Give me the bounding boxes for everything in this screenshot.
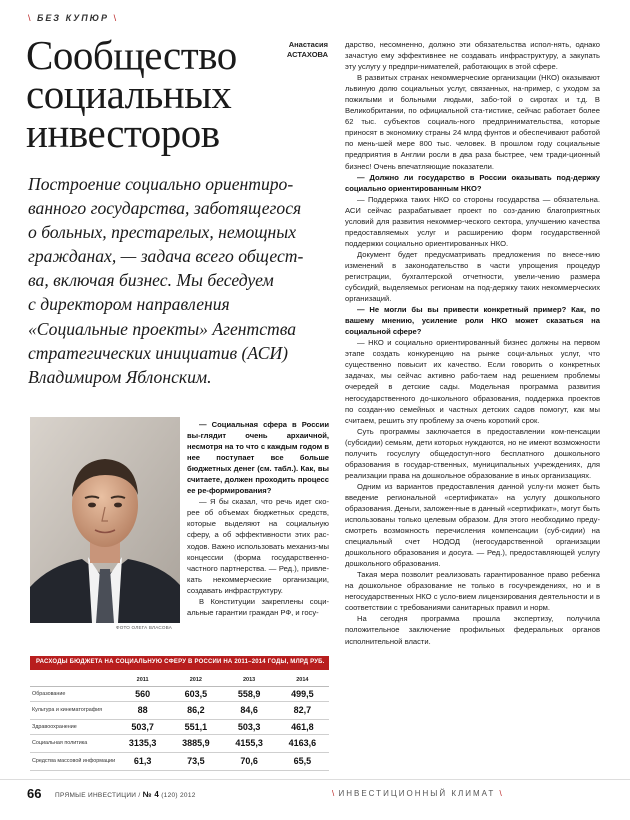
text-column-left xyxy=(187,419,329,618)
question-paragraph: — Не могли бы вы привести конкретный пример? Как, по вашему мнению, усиление роли НКО может сказаться на социальной сфере? xyxy=(345,305,600,337)
table-row xyxy=(30,734,329,752)
table-cell: 86,2 xyxy=(169,701,222,719)
portrait-illustration xyxy=(30,417,180,623)
table-cell: 503,7 xyxy=(116,719,169,734)
title-line-2: социальных xyxy=(26,71,232,117)
body-paragraph: Документ будет предусматривать предложения по внесе-нию изменений в законодательство в части упрощения процедур регистрации, бухгалтерской отчетности, увели-чению размера субсидий, выделяемых регионам на под-держку таких некоммерческих организаций. xyxy=(345,249,600,304)
lead-line: ва, включая бизнес. Мы беседуем xyxy=(28,270,274,291)
section-label xyxy=(332,789,502,798)
table-cell: 61,3 xyxy=(116,752,169,770)
magazine-title: ПРЯМЫЕ ИНВЕСТИЦИИ / xyxy=(55,792,143,799)
title-line-3: инвесторов xyxy=(26,110,220,156)
row-label: Социальная политика xyxy=(30,734,116,752)
answer-paragraph: — Я бы сказал, что речь идет ско-рее об объемах бюджетных средств, которые выделяют на социальную сферу, а об эффективности этих рас-ходов. Важно использовать механиз-мы концессии (форма государственно-частного партнерства. — Ред.), привле-кать некоммерческие организации, создавать инфраструктуру. xyxy=(187,497,329,595)
body-paragraph: Одним из вариантов предоставления данной услу-ги может быть введение региональной «сертификата» на услугу дошкольного образования. Деньги, заложен-ные в данный «сертификат», могут быть использованы только целевым образом. Для этого необходимо преду-смотреть возможность перечисления компенсации (суб-сидии) на специальный счет НОДОД (негосударственной организации дошкольного образования и досуга. — Ред.), предоставляющей услугу дошкольного образования. xyxy=(345,481,600,569)
table-cell: 82,7 xyxy=(276,701,329,719)
lead-paragraph xyxy=(28,172,328,389)
answer-paragraph: — Поддержка таких НКО со стороны государства — обязательна. АСИ сейчас разрабатывает проект по соз-данию благоприятных условий для развития некоммер-ческого сектора, улучшению качества предоставляемых услуг и расширению форм государственной поддержки социально ориентированных НКО. xyxy=(345,194,600,248)
table-cell: 603,5 xyxy=(169,686,222,701)
issue-number: № 4 xyxy=(142,790,160,799)
magazine-name xyxy=(55,790,196,799)
page-number: 66 xyxy=(27,786,42,801)
table-cell: 560 xyxy=(116,686,169,701)
table-cell: 558,9 xyxy=(223,686,276,701)
portrait-photo xyxy=(30,417,180,623)
body-paragraph: Суть программы заключается в предоставлении ком-пенсации (субсидии) семьям, дети которых нуждаются, но не имеют возможности получить госуслугу общедоступ-ного бесплатного дошкольного образования в государ-ственных, муниципальных учреждениях, для реализации права на дошкольное образование в иных организациях. xyxy=(345,426,600,480)
issue-details: (120) 2012 xyxy=(159,792,196,799)
table-title: РАСХОДЫ БЮДЖЕТА НА СОЦИАЛЬНУЮ СФЕРУ В РОССИИ НА 2011–2014 ГОДЫ, МЛРД РУБ. xyxy=(30,656,329,670)
lead-line: о больных, престарелых, немощных xyxy=(28,222,297,243)
lead-line: «Социальные проекты» Агентства xyxy=(28,318,297,339)
table-cell: 499,5 xyxy=(276,686,329,701)
rubric-label: БЕЗ КУПЮР xyxy=(37,13,110,23)
section-sep-left: \ xyxy=(332,789,335,798)
row-label: Культура и кинематография xyxy=(30,701,116,719)
table-cell: 4155,3 xyxy=(223,734,276,752)
row-label: Образование xyxy=(30,686,116,701)
row-label: Здравоохранение xyxy=(30,719,116,734)
table-cell: 461,8 xyxy=(276,719,329,734)
year-header: 2013 xyxy=(223,674,276,686)
body-paragraph: В Конституции закреплены соци-альные гарантии граждан РФ, и госу- xyxy=(187,596,329,617)
author-last-name: АСТАХОВА xyxy=(286,50,328,59)
rubric-sep-right: \ xyxy=(113,13,119,23)
lead-line: Построение социально ориентиро- xyxy=(28,174,294,194)
author-byline xyxy=(266,40,328,60)
table-header-row xyxy=(30,674,329,686)
question-paragraph: — Должно ли государство в России оказывать под-держку социально ориентированным НКО? xyxy=(345,172,600,193)
lead-line: Владимиром Яблонским. xyxy=(28,366,212,387)
table-cell: 4163,6 xyxy=(276,734,329,752)
row-label: Средства массовой информации xyxy=(30,752,116,770)
title-line-1: Сообщество xyxy=(26,32,237,78)
table-cell: 551,1 xyxy=(169,719,222,734)
table-row xyxy=(30,752,329,770)
table-row xyxy=(30,701,329,719)
author-first-name: Анастасия xyxy=(288,40,328,49)
footer-divider xyxy=(0,779,630,780)
body-paragraph: дарство, несомненно, должно эти обязательства испол-нять, однако зачастую ему эффективнее не создавать инфраструктуру, а закупать эту услугу у предпри-нимателей, работающих в этой сфере. xyxy=(345,40,600,72)
text-column-right xyxy=(345,39,600,647)
rubric xyxy=(28,13,118,23)
lead-line: ванного государства, заботящегося xyxy=(28,198,302,219)
table-cell: 3885,9 xyxy=(169,734,222,752)
rubric-sep-left: \ xyxy=(28,13,33,23)
lead-line: с директором направления xyxy=(28,294,230,315)
section-sep-right: \ xyxy=(499,789,502,798)
article-title xyxy=(26,32,237,156)
year-header: 2012 xyxy=(169,674,222,686)
table-cell: 503,3 xyxy=(223,719,276,734)
table-row xyxy=(30,719,329,734)
body-paragraph: Такая мера позволит реализовать гарантированное право ребенка на дошкольное образование не только в госучреждениях, но и в негосударственных НКО с усло-вием лицензирования деятельности и в соответствии с требованиями санитарных правил и норм. xyxy=(345,570,600,613)
table-cell: 84,6 xyxy=(223,701,276,719)
section-name: ИНВЕСТИЦИОННЫЙ КЛИМАТ xyxy=(338,789,496,798)
lead-line: гражданах, — задача всего общест- xyxy=(28,246,304,267)
budget-data-table xyxy=(30,674,329,771)
body-paragraph: В развитых странах некоммерческие организации (НКО) оказывают львиную долю социальных услуг, связанных, на-пример, с уходом за пожилыми и больными людьми, забо-той о сиротах и т.д. В Великобритании, по официальной ста-тистике, сейчас работает более 62 тыс. субъектов социаль-ного предпринимательства, которые приносят в экономику страны 24 млрд фунтов и обеспечивают работой по мень-шей мере 800 тыс. человек. В прошлом году социальные предприятия в Англии росли в два раза быстрее, чем тради-ционный бизнес! Очень впечатляющие показатели. xyxy=(345,73,600,171)
table-corner xyxy=(30,674,116,686)
budget-table xyxy=(30,656,329,771)
body-paragraph: На сегодня программа прошла экспертизу, получила положительное заключение профильных федеральных органов исполнительной власти. xyxy=(345,614,600,646)
table-row xyxy=(30,686,329,701)
lead-line: стратегических инициатив (АСИ) xyxy=(28,342,289,363)
table-cell: 3135,3 xyxy=(116,734,169,752)
question-paragraph: — Социальная сфера в России вы-глядит очень архаичной, несмотря на то что с каждым годом в нее поступает все больше бюджетных денег (см. табл.). Как, вы считаете, должен проходить процесс ее ре-формирования? xyxy=(187,420,329,496)
table-cell: 88 xyxy=(116,701,169,719)
year-header: 2011 xyxy=(116,674,169,686)
year-header: 2014 xyxy=(276,674,329,686)
table-cell: 65,5 xyxy=(276,752,329,770)
table-cell: 70,6 xyxy=(223,752,276,770)
photo-credit: ФОТО ОЛЕГА ВЛАСОВА xyxy=(116,625,172,630)
answer-paragraph: — НКО и социально ориентированный бизнес должны на первом этапе создать конкуренцию на рынке соци-альных услуг, что существенно повысит их качество. Если говорить о конкретных задачах, мы сейчас активно рабо-таем над решением проблемы очередей в детские сады. Модельная программа развития негосударственного до-школьного образования, поддержка проектов по создан-ию семейных и частных детских садов помогут, как мы считаем, решить эту проблему за очень короткий срок. xyxy=(345,338,600,425)
table-cell: 73,5 xyxy=(169,752,222,770)
